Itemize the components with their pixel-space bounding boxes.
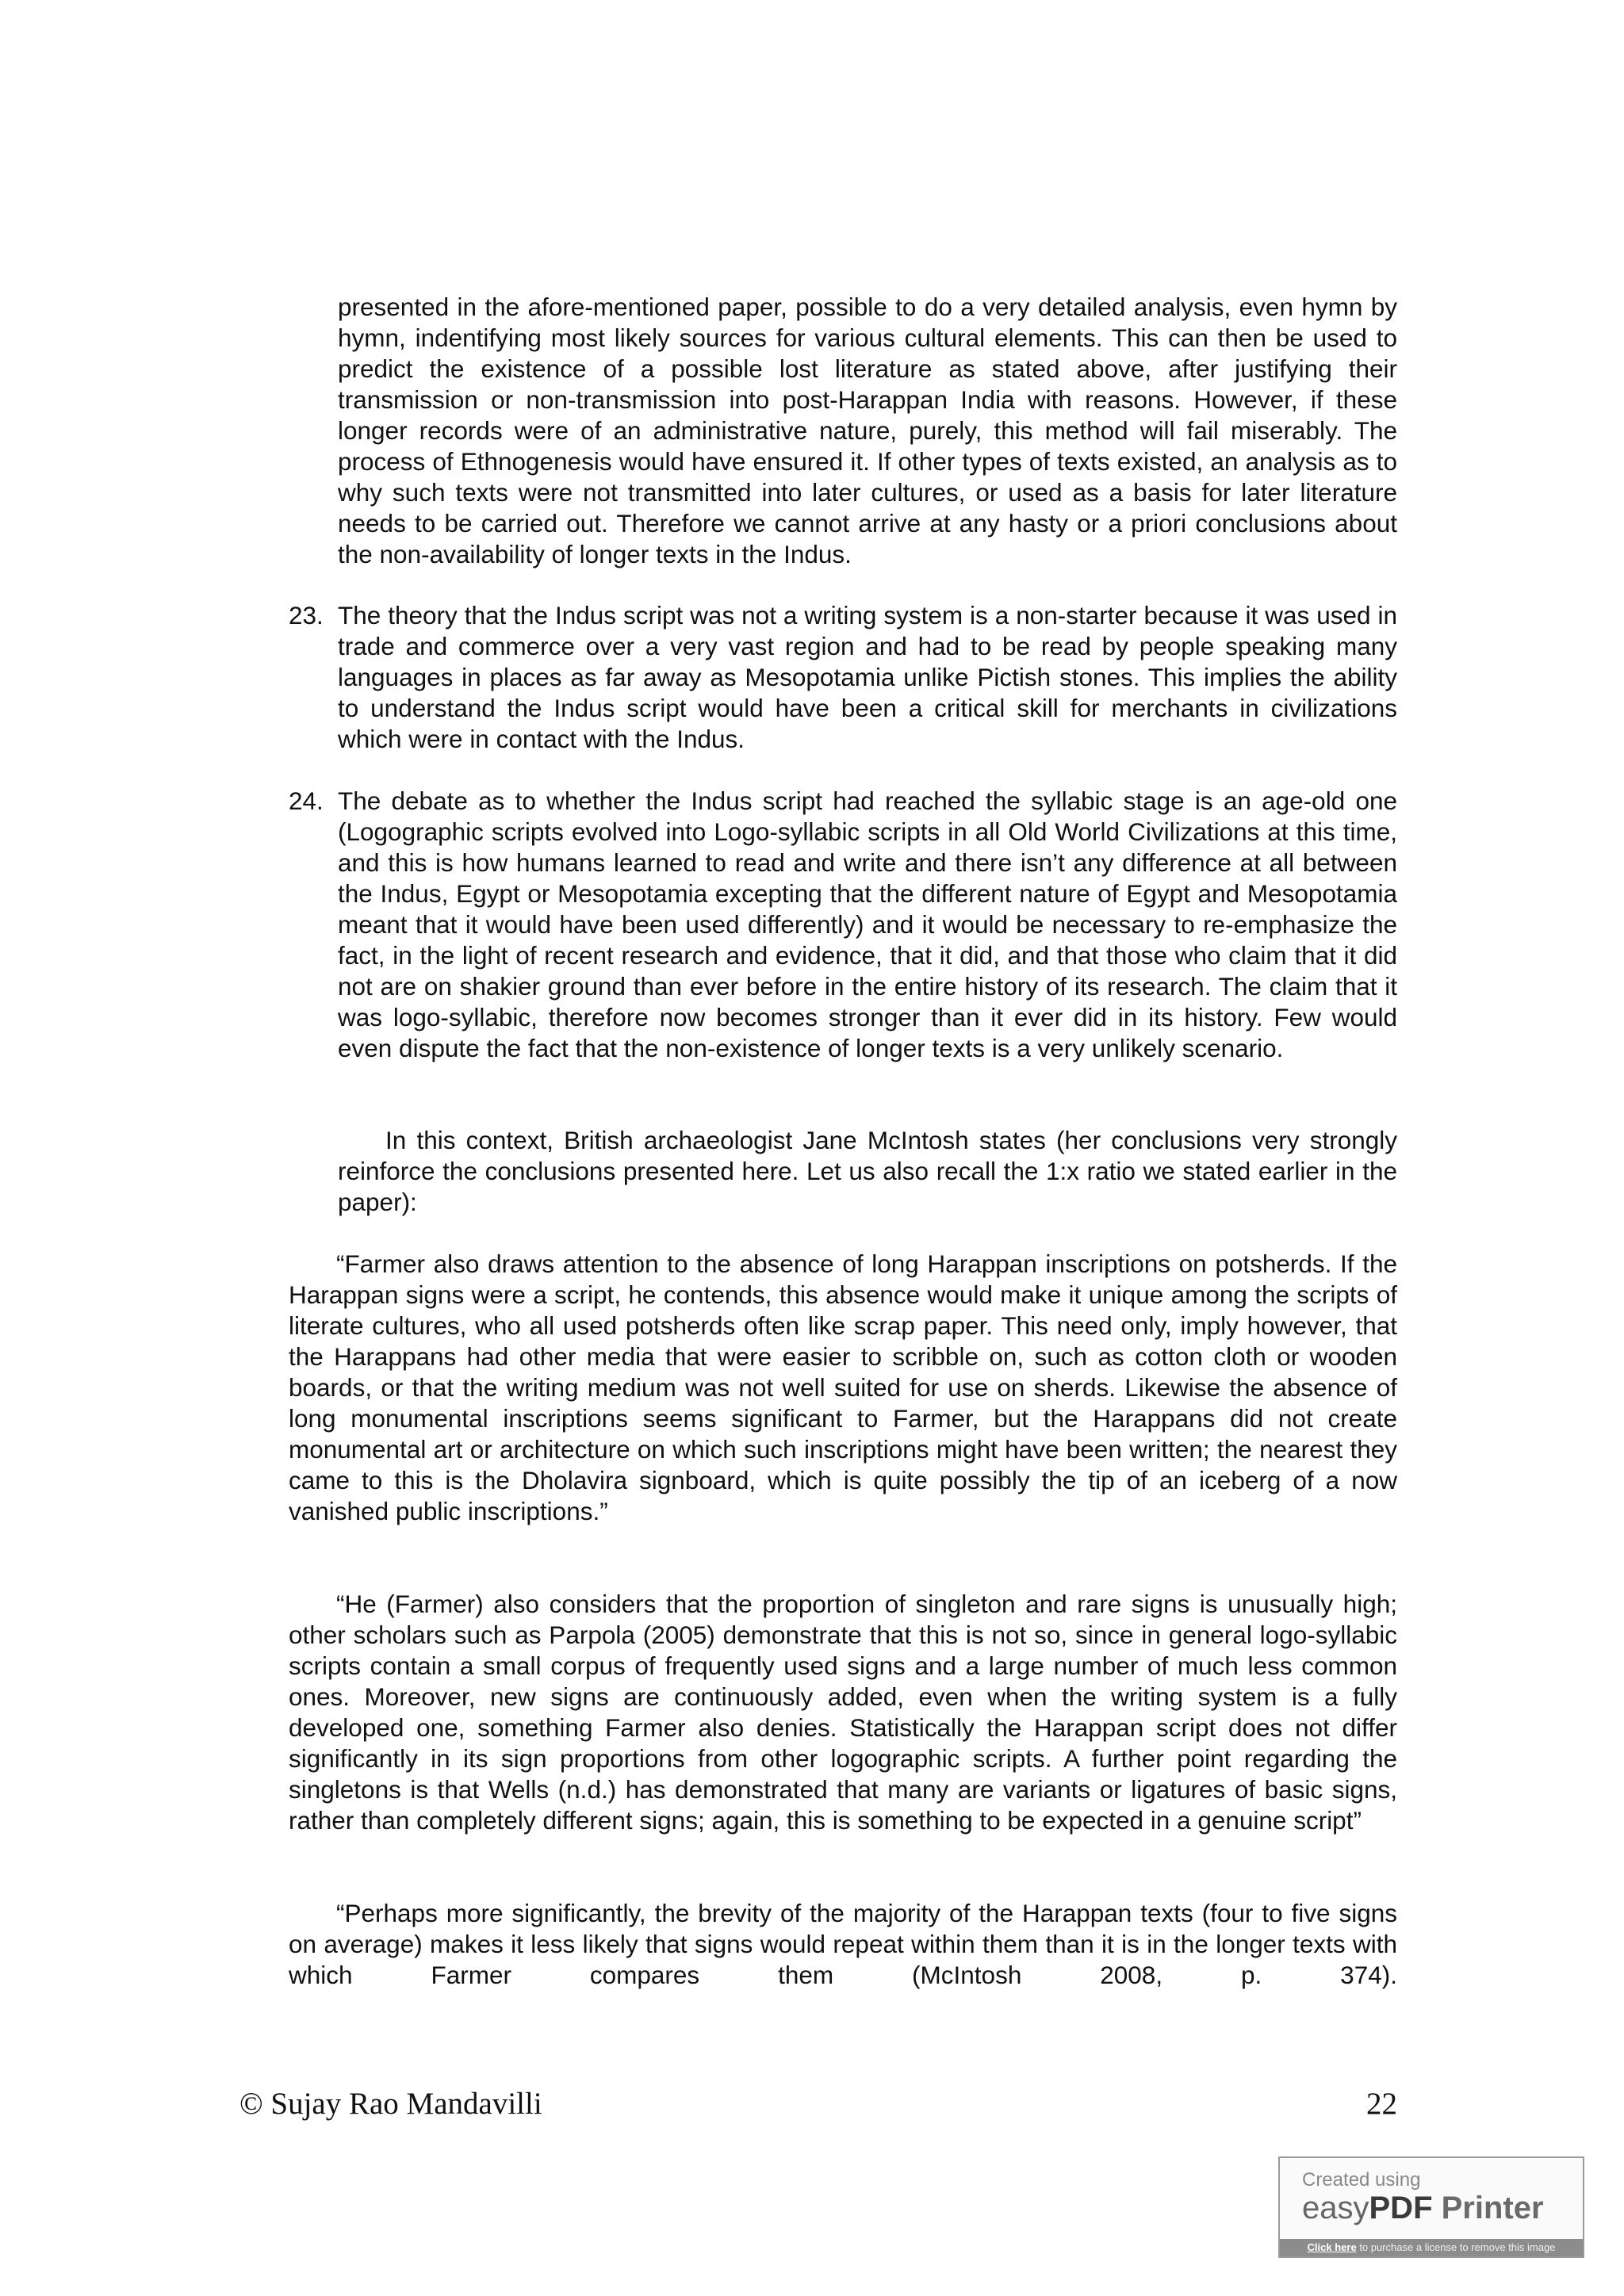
watermark-click-here-link[interactable]: Click here [1307, 2241, 1357, 2253]
watermark-license-bar [1280, 2239, 1583, 2256]
list-item-text: The debate as to whether the Indus script had reached the syllabic stage is an age-old one (Logographic scripts evolved into Logo-syllabic scripts in all Old World Civilizations at this time, and this is how humans learned to read and write and there isn’t any difference at all between the Indus, Egypt or Mesopotamia excepting that the different nature of Egypt and Mesopotamia meant that it would have been used differently) and it would be necessary to re-emphasize the fact, in the light of recent research and evidence, that it did, and that those who claim that it did not are on shakier ground than ever before in the entire history of its research. The claim that it was logo-syllabic, therefore now becomes stronger than it ever did in its history. Few would even dispute the fact that the non-existence of longer texts is a very unlikely scenario. [338, 786, 1397, 1062]
list-number: 24. [289, 786, 324, 815]
quote-paragraph-3-text: “Perhaps more significantly, the brevity of the majority of the Harappan texts (four to five signs on average) makes it less likely that signs would repeat within them than it is in the longer texts with which Farmer compares them (McIntosh 2008, p. 374). [289, 1899, 1397, 1989]
watermark-brand-logo [1302, 2190, 1544, 2226]
context-paragraph: In this context, British archaeologist Jane McIntosh states (her conclusions very strongly reinforce the conclusions presented here. Let us also recall the 1:x ratio we stated earlier in the paper): [338, 1126, 1397, 1216]
footer-copyright: © Sujay Rao Mandavilli [239, 2087, 542, 2121]
brand-easy: easy [1302, 2191, 1369, 2225]
brand-pdf: PDF [1369, 2191, 1433, 2225]
continued-paragraph: presented in the afore-mentioned paper, possible to do a very detailed analysis, even hymn by hymn, indentifying most likely sources for various cultural elements. This can then be used to predict the existence of a possible lost literature as stated above, after justifying their transmission or non-transmission into post-Harappan India with reasons. However, if these longer records were of an administrative nature, purely, this method will fail miserably. The process of Ethnogenesis would have ensured it. If other types of texts existed, an analysis as to why such texts were not transmitted into later cultures, or used as a basis for later literature needs to be carried out. Therefore we cannot arrive at any hasty or a priori conclusions about the non-availability of longer texts in the Indus. [338, 293, 1397, 568]
easypdf-watermark[interactable] [1278, 2156, 1584, 2258]
quote-paragraph-3 [289, 1898, 1397, 1991]
watermark-created-using: Created using [1302, 2169, 1421, 2191]
list-number: 23. [289, 601, 324, 629]
brand-printer: Printer [1432, 2191, 1544, 2225]
quote-paragraph-2: “He (Farmer) also considers that the proportion of singleton and rare signs is unusually high; other scholars such as Parpola (2005) demonstrate that this is not so, since in general logo-syllabic scripts contain a small corpus of frequently used signs and a large number of much less common ones. Moreover, new signs are continuously added, even when the writing system is a fully developed one, something Farmer also denies. Statistically the Harappan script does not differ significantly in its sign proportions from other logographic scripts. A further point regarding the singletons is that Wells (n.d.) has demonstrated that many are variants or ligatures of basic signs, rather than completely different signs; again, this is something to be expected in a genuine script” [289, 1590, 1397, 1835]
list-item-23 [289, 600, 1397, 755]
footer-page-number: 22 [1366, 2087, 1397, 2121]
watermark-bar-text: to purchase a license to remove this image [1356, 2241, 1556, 2253]
list-item-text: The theory that the Indus script was not a writing system is a non-starter because it was used in trade and commerce over a very vast region and had to be read by people speaking many languages in places as far away as Mesopotamia unlike Pictish stones. This implies the ability to understand the Indus script would have been a critical skill for merchants in civilizations which were in contact with the Indus. [338, 601, 1397, 753]
quote-paragraph-1: “Farmer also draws attention to the absence of long Harappan inscriptions on potsherds. If the Harappan signs were a script, he contends, this absence would make it unique among the scripts of literate cultures, who all used potsherds often like scrap paper. This need only, imply however, that the Harappans had other media that were easier to scribble on, such as cotton cloth or wooden boards, or that the writing medium was not well suited for use on sherds. Likewise the absence of long monumental inscriptions seems significant to Farmer, but the Harappans did not create monumental art or architecture on which such inscriptions might have been written; the nearest they came to this is the Dholavira signboard, which is quite possibly the tip of an iceberg of a now vanished public inscriptions.” [289, 1249, 1397, 1525]
list-item-24 [289, 786, 1397, 1064]
